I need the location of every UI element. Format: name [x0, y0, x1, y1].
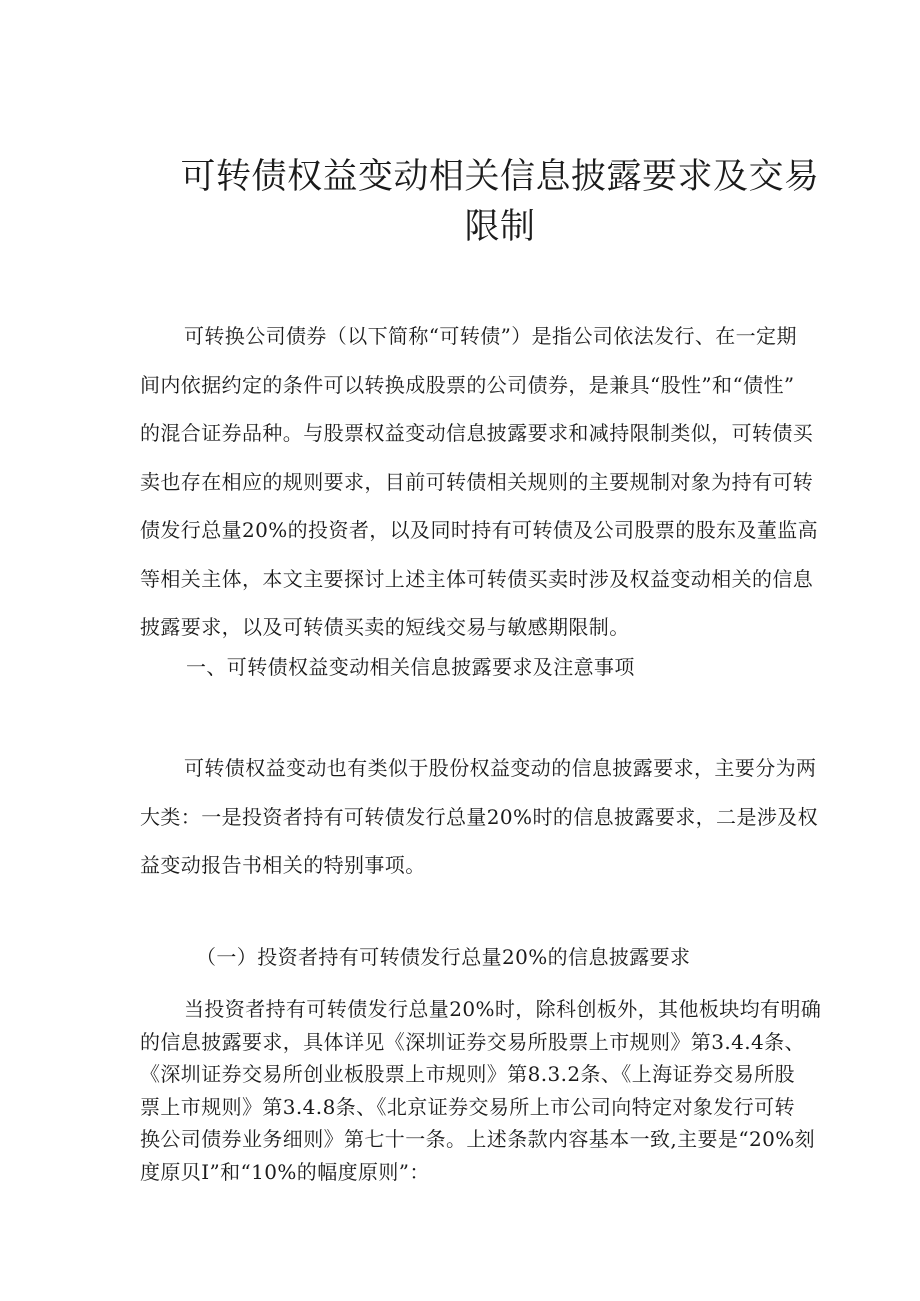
- paragraph-line: 的信息披露要求，具体详见《深圳证券交易所股票上市规则》第3.4.4条、: [140, 1029, 805, 1054]
- paragraph-line: 《深圳证券交易所创业板股票上市规则》第8.3.2条、《上海证券交易所股: [140, 1062, 795, 1086]
- paragraph-line: 可转债权益变动也有类似于股份权益变动的信息披露要求，主要分为两: [184, 756, 817, 780]
- paragraph-line: 换公司债券业务细则》第七十一条。上述条款内容基本一致,主要是“20%刻: [140, 1127, 816, 1151]
- paragraph-line: 可转换公司债券（以下简称“可转债”）是指公司依法发行、在一定期: [184, 324, 797, 348]
- paragraph-line: 的混合证券品种。与股票权益变动信息披露要求和减持限制类似，可转债买: [140, 421, 814, 445]
- subsection-1-paragraph: [140, 993, 862, 1188]
- intro-paragraph: [140, 312, 862, 652]
- document-title-line-1: 可转债权益变动相关信息披露要求及交易: [180, 157, 820, 197]
- paragraph-line: 当投资者持有可转债发行总量20%时，除科创板外，其他板块均有明确: [184, 997, 822, 1021]
- paragraph-line: 间内依据约定的条件可以转换成股票的公司债券，是兼具“股性”和“债性”: [140, 372, 795, 397]
- subsection-heading-1: （一）投资者持有可转债发行总量20%的信息披露要求: [196, 945, 691, 969]
- paragraph-line: 等相关主体，本文主要探讨上述主体可转债买卖时涉及权益变动相关的信息: [140, 566, 814, 591]
- document-title-line-2: 限制: [464, 207, 536, 247]
- section-1-paragraph: [140, 744, 862, 890]
- paragraph-line: 益变动报告书相关的特别事项。: [140, 853, 426, 877]
- paragraph-line: 债发行总量20%的投资者，以及同时持有可转债及公司股票的股东及董监高: [140, 518, 819, 542]
- paragraph-line: 票上市规则》第3.4.8条、《北京证券交易所上市公司向特定对象发行可转: [140, 1094, 795, 1119]
- paragraph-line: 大类：一是投资者持有可转债发行总量20%时的信息披露要求，二是涉及权: [140, 804, 819, 829]
- section-heading-1: 一、可转债权益变动相关信息披露要求及注意事项: [186, 655, 635, 679]
- paragraph-line: 度原贝I”和“10%的幅度原则”：: [140, 1159, 430, 1184]
- paragraph-line: 卖也存在相应的规则要求，目前可转债相关规则的主要规制对象为持有可转: [140, 469, 814, 494]
- paragraph-line: 披露要求，以及可转债买卖的短线交易与敏感期限制。: [140, 615, 630, 639]
